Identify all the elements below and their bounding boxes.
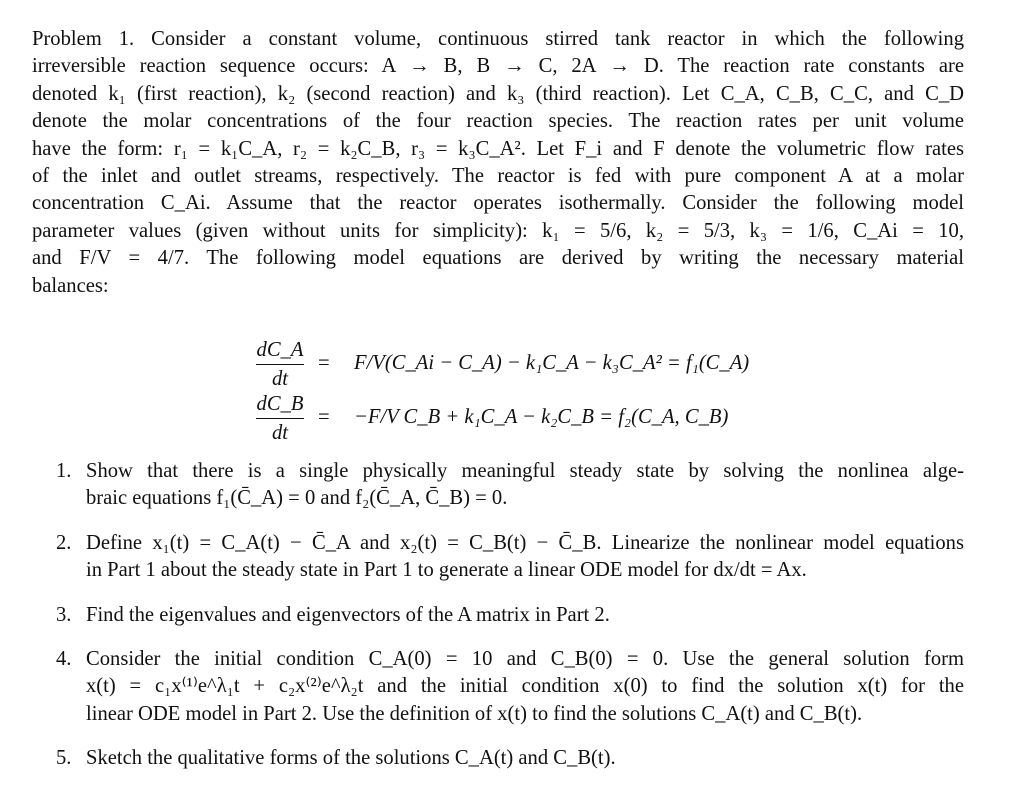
question-number: 1. bbox=[56, 460, 72, 482]
question-line: braic equations f₁(C̄_A) = 0 and f₂(C̄_A, C̄_B) = 0. bbox=[86, 487, 508, 510]
question-text bbox=[86, 745, 964, 772]
question-text bbox=[86, 646, 964, 728]
problem-line: balances: bbox=[32, 274, 109, 297]
model-equations bbox=[256, 338, 956, 446]
question-number: 3. bbox=[56, 603, 72, 626]
question-line: x(t) = c₁x⁽¹⁾e^λ₁t + c₂x⁽²⁾e^λ₂t and the initial condition x(0) to find the solution x(t) for the bbox=[86, 675, 964, 698]
question-number: 4. bbox=[56, 648, 72, 671]
fraction-bar bbox=[256, 364, 304, 365]
problem-line: denote the molar concentrations of the four reaction species. The reaction rates per unit volume bbox=[32, 110, 964, 133]
problem-line: have the form: r₁ = k₁C_A, r₂ = k₂C_B, r₃ = k₃C_A². Let F_i and F denote the volumetric flow rates bbox=[32, 137, 964, 160]
problem-line: denoted k₁ (first reaction), k₂ (second reaction) and k₃ (third reaction). Let C_A, C_B, C_C, and C_D bbox=[32, 82, 964, 105]
equals-sign: = bbox=[318, 352, 330, 374]
fraction-bar bbox=[256, 418, 304, 419]
equation-cb bbox=[256, 392, 956, 446]
question-item bbox=[56, 602, 964, 629]
question-text bbox=[86, 530, 964, 585]
problem-line: of the inlet and outlet streams, respectively. The reactor is fed with pure component A at a molar bbox=[32, 165, 964, 188]
problem-line: parameter values (given without units for simplicity): k₁ = 5/6, k₂ = 5/3, k₃ = 1/6, C_Ai = 10, bbox=[32, 219, 964, 242]
equation-rhs: F/V(C_Ai − C_A) − k₁C_A − k₃C_A² = f₁(C_A) bbox=[354, 352, 750, 374]
question-number: 2. bbox=[56, 531, 72, 554]
question-text bbox=[86, 458, 964, 513]
derivative-numerator: dC_A bbox=[256, 339, 304, 361]
question-line: Consider the initial condition C_A(0) = 10 and C_B(0) = 0. Use the general solution form bbox=[86, 648, 964, 671]
question-line: Find the eigenvalues and eigenvectors of the A matrix in Part 2. bbox=[86, 603, 610, 626]
equation-ca bbox=[256, 338, 956, 392]
problem-paragraph bbox=[32, 26, 964, 300]
question-line: linear ODE model in Part 2. Use the definition of x(t) to find the solutions C_A(t) and C_B(t). bbox=[86, 702, 863, 725]
equals-sign: = bbox=[318, 406, 330, 428]
problem-line: concentration C_Ai. Assume that the reactor operates isothermally. Consider the following model bbox=[32, 192, 964, 215]
question-list bbox=[56, 458, 964, 790]
question-item bbox=[56, 745, 964, 772]
equation-rhs: −F/V C_B + k₁C_A − k₂C_B = f₂(C_A, C_B) bbox=[354, 406, 729, 428]
derivative-denominator: dt bbox=[271, 368, 289, 390]
derivative-denominator: dt bbox=[271, 422, 289, 444]
question-line: Define x₁(t) = C_A(t) − C̄_A and x₂(t) = C_B(t) − C̄_B. Linearize the nonlinear model equations bbox=[86, 531, 964, 554]
derivative-ca bbox=[256, 338, 304, 391]
question-number: 5. bbox=[56, 747, 72, 770]
question-text bbox=[86, 602, 964, 629]
question-item bbox=[56, 530, 964, 585]
question-line: Sketch the qualitative forms of the solutions C_A(t) and C_B(t). bbox=[86, 747, 616, 770]
problem-statement bbox=[32, 26, 964, 300]
question-item bbox=[56, 646, 964, 728]
question-line: Show that there is a single physically meaningful steady state by solving the nonlinea alge- bbox=[86, 460, 964, 482]
problem-line: irreversible reaction sequence occurs: A → B, B → C, 2A → D. The reaction rate constants are bbox=[32, 55, 964, 78]
problem-line: Problem 1. Consider a constant volume, continuous stirred tank reactor in which the following bbox=[32, 28, 964, 50]
derivative-numerator: dC_B bbox=[256, 393, 304, 415]
question-line: in Part 1 about the steady state in Part 1 to generate a linear ODE model for dx/dt = Ax. bbox=[86, 559, 807, 582]
problem-line: and F/V = 4/7. The following model equations are derived by writing the necessary material bbox=[32, 247, 964, 270]
derivative-cb bbox=[256, 392, 304, 445]
question-item bbox=[56, 458, 964, 513]
